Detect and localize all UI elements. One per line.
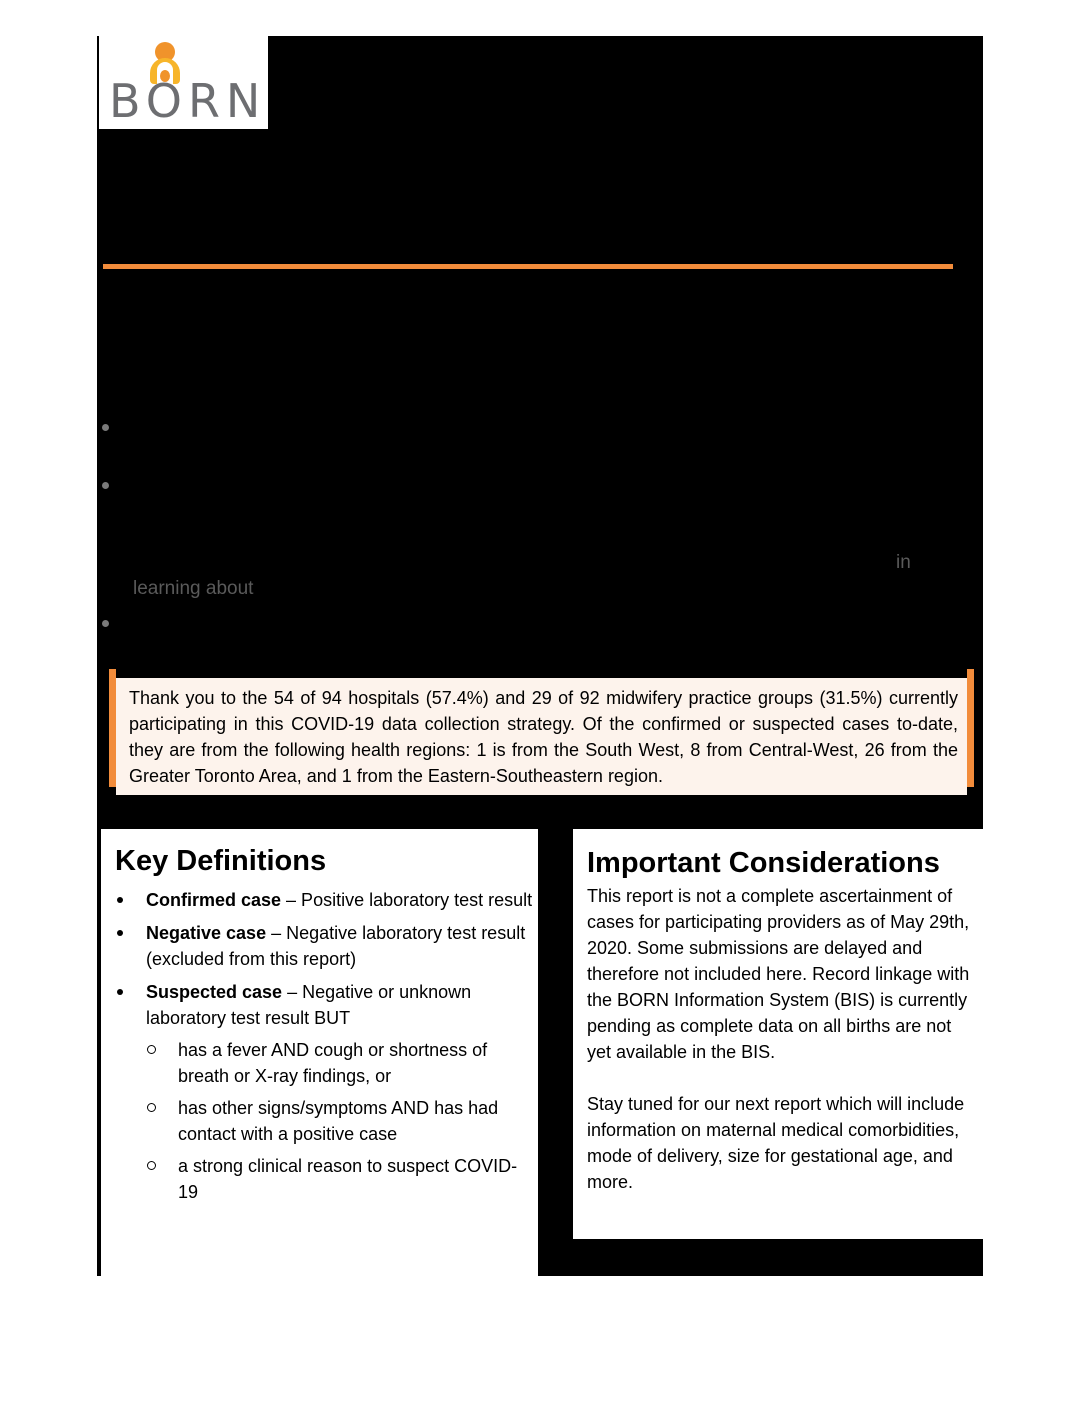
definitions-list [115,887,535,1212]
key-definitions-title: Key Definitions [115,845,327,877]
definition-term: Suspected case [146,982,283,1002]
criteria-item [146,1037,535,1089]
important-considerations-title: Important Considerations [587,847,940,879]
suspected-criteria-list [146,1037,535,1205]
logo-wordmark: BORN [109,74,267,128]
criteria-item [146,1095,535,1147]
intro-fragment-learning: learning about [133,578,254,599]
participation-callout: Thank you to the 54 of 94 hospitals (57.4%) and 29 of 92 midwifery practice groups (31.5%) currently participating in this COVID-19 data collection strategy. Of the confirmed or suspected cases to-date, they are from the following health regions: 1 is from the South West, 8 from Central-West, 26 from the Greater Toronto Area, and 1 from the Eastern-Southeastern region. [116,678,967,795]
bullet-icon [117,930,123,936]
callout-right-accent [967,669,974,787]
criteria-text: has other signs/symptoms AND has had contact with a positive case [178,1098,499,1144]
considerations-paragraph-1: This report is not a complete ascertainment of cases for participating providers as of May 29th, 2020. Some submissions are delayed and therefore not included here. Record linkage with the BORN Information System (BIS) is currently pending as complete data on all births are not yet available in the BIS. [587,886,970,1062]
definition-item [115,920,535,972]
circle-bullet-icon [147,1161,156,1170]
criteria-text: has a fever AND cough or shortness of breath or X-ray findings, or [178,1040,488,1086]
born-logo [99,36,268,129]
circle-bullet-icon [147,1103,156,1112]
criteria-text: a strong clinical reason to suspect COVID-19 [178,1156,518,1202]
considerations-paragraph-2: Stay tuned for our next report which will include information on maternal medical comorbidities, mode of delivery, size for gestational age, and more. [587,1094,965,1192]
circle-bullet-icon [147,1045,156,1054]
criteria-item [146,1153,535,1205]
callout-left-accent [109,669,116,787]
definition-desc: – Negative laboratory test result (excluded from this report) [146,923,526,969]
title-divider [103,264,953,269]
bullet-icon [117,989,123,995]
intro-bullet-2 [102,482,109,489]
intro-bullet-1 [102,424,109,431]
definition-desc: – Positive laboratory test result [281,890,533,910]
definition-item [115,887,535,913]
definition-desc: – Negative or unknown laboratory test result BUT [146,982,472,1028]
intro-bullet-3 [102,620,109,627]
intro-fragment-in: in [896,552,911,573]
definition-term: Confirmed case [146,890,282,910]
definition-item [115,979,535,1205]
definition-term: Negative case [146,923,267,943]
bullet-icon [117,897,123,903]
considerations-body [587,883,972,1195]
